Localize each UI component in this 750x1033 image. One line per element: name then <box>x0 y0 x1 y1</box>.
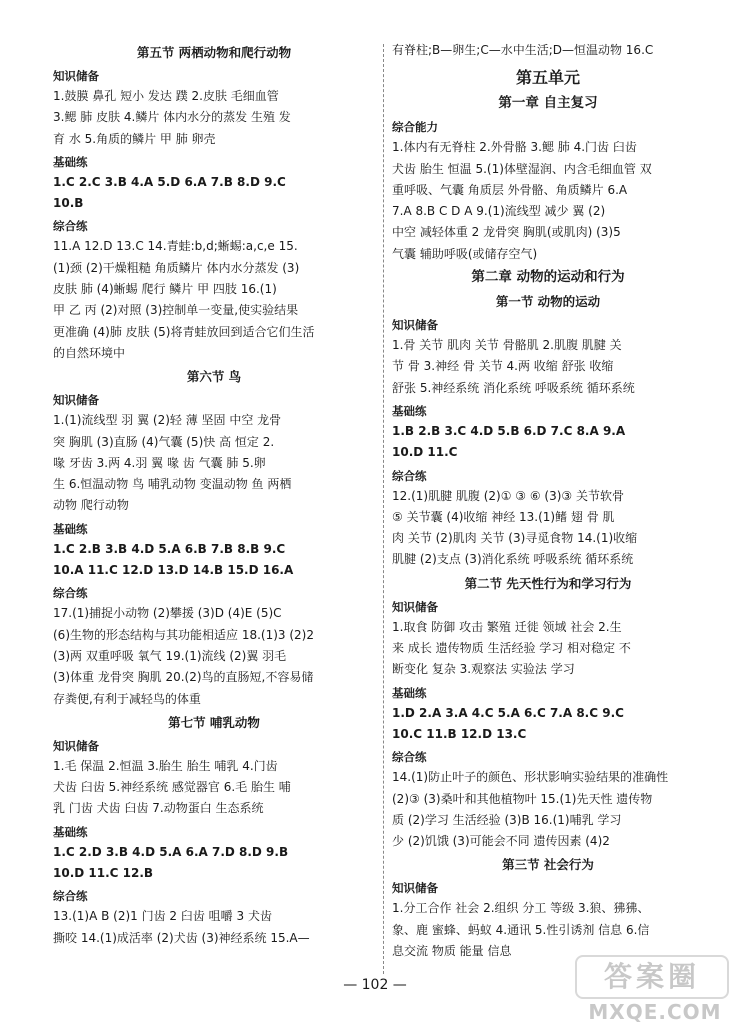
subheading: 知识储备 <box>53 738 99 753</box>
subheading: 综合练 <box>53 586 88 601</box>
section-title: 第五节 两栖动物和爬行动物 <box>136 45 292 60</box>
text-group <box>53 172 375 215</box>
answer-line: 质 (2)学习 生活经验 (3)B 16.(1)哺乳 学习 <box>392 812 622 827</box>
text-group <box>53 86 375 150</box>
answer-line: 1.分工合作 社会 2.组织 分工 等级 3.狼、狒狒、 <box>392 901 650 916</box>
answer-line: 10.D 11.C 12.B <box>53 866 154 881</box>
answer-line: 1.C 2.D 3.B 4.D 5.A 6.A 7.D 8.D 9.B <box>53 844 289 859</box>
answer-line: 乳 门齿 犬齿 臼齿 7.动物蛋白 生态系统 <box>53 801 264 816</box>
subheading: 综合练 <box>53 889 88 904</box>
watermark-logo: 答案圈 <box>575 955 729 999</box>
text-group <box>392 486 704 571</box>
answer-line: 皮肤 肺 (4)蜥蜴 爬行 鳞片 甲 四肢 16.(1) <box>53 282 277 297</box>
answer-line: 息交流 物质 能量 信息 <box>392 944 512 959</box>
answer-line: 撕咬 14.(1)成活率 (2)犬齿 (3)神经系统 15.A— <box>53 930 310 945</box>
subheading: 知识储备 <box>53 69 99 83</box>
answer-line: 10.C 11.B 12.D 13.C <box>392 726 527 741</box>
watermark-url: MXQE.COM <box>588 1000 722 1024</box>
answer-line: 3.鳃 肺 皮肤 4.鳞片 体内水分的蒸发 生殖 发 <box>53 110 291 125</box>
answer-line: 喙 牙齿 3.两 4.羽 翼 喙 齿 气囊 肺 5.卵 <box>53 455 266 470</box>
page-number: — 102 — <box>343 977 407 993</box>
answer-line: 7.A 8.B C D A 9.(1)流线型 减少 翼 (2) <box>392 204 606 219</box>
section-title: 第六节 鸟 <box>186 369 242 385</box>
answer-line: 肌腱 (2)支点 (3)消化系统 呼吸系统 循环系统 <box>392 552 634 567</box>
answer-line: 更准确 (4)肺 皮肤 (5)将青蛙放回到适合它们生活 <box>53 324 315 339</box>
answer-line: 10.D 11.C <box>392 445 458 460</box>
answer-line: 育 水 5.角质的鳞片 甲 肺 卵壳 <box>53 131 216 146</box>
answer-line: 的自然环境中 <box>53 345 126 360</box>
answer-line: 肉 关节 (2)肌肉 关节 (3)寻觅食物 14.(1)收缩 <box>392 531 638 546</box>
answer-line: 12.(1)肌腱 肌腹 (2)① ③ ⑥ (3)③ 关节软骨 <box>392 488 624 503</box>
subheading: 综合能力 <box>392 120 438 135</box>
answer-line: 中空 减轻体重 2 龙骨突 胸肌(或肌肉) (3)5 <box>392 225 621 240</box>
chapter-title: 第一章 自主复习 <box>498 95 598 112</box>
answer-line: 1.体内有无脊柱 2.外骨骼 3.鳃 肺 4.门齿 臼齿 <box>392 140 637 155</box>
answer-line: 存粪便,有利于减轻鸟的体重 <box>53 691 201 706</box>
answer-line: 犬齿 胎生 恒温 5.(1)体壁湿润、内含毛细血管 双 <box>392 161 652 176</box>
unit-title: 第五单元 <box>515 68 580 88</box>
section-title: 第七节 哺乳动物 <box>168 714 260 730</box>
watermark <box>575 955 735 1027</box>
column-divider <box>383 44 384 974</box>
chapter-title: 第二章 动物的运动和行为 <box>471 269 625 286</box>
answer-line: 甲 乙 丙 (2)对照 (3)控制单一变量,使实验结果 <box>53 303 299 318</box>
answer-line: 14.(1)防止叶子的颜色、形状影响实验结果的准确性 <box>392 770 669 785</box>
answer-line: 1.D 2.A 3.A 4.C 5.A 6.C 7.A 8.C 9.C <box>392 705 624 720</box>
subheading: 基础练 <box>53 154 88 169</box>
text-group <box>392 617 704 681</box>
subheading: 知识储备 <box>392 318 438 333</box>
answer-line: 少 (2)饥饿 (3)可能会不同 遗传因素 (4)2 <box>392 834 610 849</box>
answer-line: 生 6.恒温动物 鸟 哺乳动物 变温动物 鱼 两栖 <box>53 477 292 492</box>
answer-line: 10.A 11.C 12.D 13.D 14.B 15.D 16.A <box>53 563 294 578</box>
text-group <box>53 410 375 516</box>
answer-line: 1.C 2.B 3.B 4.D 5.A 6.B 7.B 8.B 9.C <box>53 541 286 556</box>
answer-line: 断变化 复杂 3.观察法 实验法 学习 <box>392 662 575 677</box>
answer-line: 1.鼓膜 鼻孔 短小 发达 蹼 2.皮肤 毛细血管 <box>53 89 279 103</box>
text-group <box>53 756 375 820</box>
answer-line: 有脊柱;B—卵生;C—水中生活;D—恒温动物 16.C <box>392 43 654 57</box>
answer-line: 13.(1)A B (2)1 门齿 2 臼齿 咀嚼 3 犬齿 <box>53 909 272 924</box>
text-group <box>53 539 375 582</box>
text-group <box>53 906 375 949</box>
answer-line: (1)颈 (2)干燥粗糙 角质鳞片 体内水分蒸发 (3) <box>53 260 300 275</box>
subheading: 知识储备 <box>392 599 438 614</box>
answer-line: 1.毛 保温 2.恒温 3.胎生 胎生 哺乳 4.门齿 <box>53 758 278 773</box>
answer-line: 1.B 2.B 3.C 4.D 5.B 6.D 7.C 8.A 9.A <box>392 423 626 438</box>
answer-line: (2)③ (3)桑叶和其他植物叶 15.(1)先天性 遗传物 <box>392 791 653 806</box>
answer-line: 突 胸肌 (3)直肠 (4)气囊 (5)快 高 恒定 2. <box>53 434 275 449</box>
subheading: 基础练 <box>392 685 427 700</box>
text-group <box>392 703 704 746</box>
answer-line: 节 骨 3.神经 骨 关节 4.两 收缩 舒张 收缩 <box>392 359 614 374</box>
answer-line: 气囊 辅助呼吸(或储存空气) <box>392 246 538 261</box>
subheading: 综合练 <box>392 750 427 765</box>
text-group <box>53 236 375 364</box>
text-group <box>392 137 704 265</box>
text-group <box>53 842 375 885</box>
text-group <box>53 603 375 709</box>
text-group <box>392 898 704 962</box>
right-column <box>392 40 704 962</box>
answer-line: 舒张 5.神经系统 消化系统 呼吸系统 循环系统 <box>392 380 635 395</box>
subheading: 基础练 <box>53 521 88 536</box>
answer-line: 来 成长 遗传物质 生活经验 学习 相对稳定 不 <box>392 641 631 656</box>
text-group <box>392 40 704 61</box>
answer-line: 1.(1)流线型 羽 翼 (2)轻 薄 坚固 中空 龙骨 <box>53 413 282 428</box>
answer-line: 犬齿 臼齿 5.神经系统 感觉器官 6.毛 胎生 哺 <box>53 780 291 795</box>
subheading: 知识储备 <box>53 393 99 408</box>
answer-line: (3)两 双重呼吸 氧气 19.(1)流线 (2)翼 羽毛 <box>53 648 287 663</box>
subheading: 知识储备 <box>392 881 438 896</box>
answer-line: 1.C 2.C 3.B 4.A 5.D 6.A 7.B 8.D 9.C <box>53 174 286 189</box>
left-column <box>53 40 375 949</box>
text-group <box>392 421 704 464</box>
answer-line: 重呼吸、气囊 角质层 外骨骼、角质鳞片 6.A <box>392 182 628 197</box>
answer-line: (6)生物的形态结构与其功能相适应 18.(1)3 (2)2 <box>53 627 314 642</box>
section-title: 第二节 先天性行为和学习行为 <box>464 575 632 591</box>
subheading: 基础练 <box>392 403 427 418</box>
text-group <box>392 335 704 399</box>
section-title: 第三节 社会行为 <box>502 857 594 873</box>
text-group <box>392 767 704 852</box>
answer-line: 17.(1)捕捉小动物 (2)攀援 (3)D (4)E (5)C <box>53 606 282 621</box>
subheading: 基础练 <box>53 824 88 839</box>
answer-line: 象、鹿 蜜蜂、蚂蚁 4.通讯 5.性引诱剂 信息 6.信 <box>392 922 650 937</box>
answer-line: ⑤ 关节囊 (4)收缩 神经 13.(1)鳍 翅 骨 肌 <box>392 509 615 524</box>
answer-line: 10.B <box>53 196 84 211</box>
answer-line: 1.骨 关节 肌肉 关节 骨骼肌 2.肌腹 肌腱 关 <box>392 338 622 353</box>
answer-line: 11.A 12.D 13.C 14.青蛙:b,d;蜥蜴:a,c,e 15. <box>53 239 298 254</box>
answer-line: 动物 爬行动物 <box>53 498 129 513</box>
subheading: 综合练 <box>392 468 427 483</box>
section-title: 第一节 动物的运动 <box>495 294 601 310</box>
answer-line: (3)体重 龙骨突 胸肌 20.(2)鸟的直肠短,不容易储 <box>53 670 314 685</box>
subheading: 综合练 <box>53 219 88 234</box>
answer-line: 1.取食 防御 攻击 繁殖 迁徙 领域 社会 2.生 <box>392 619 622 634</box>
